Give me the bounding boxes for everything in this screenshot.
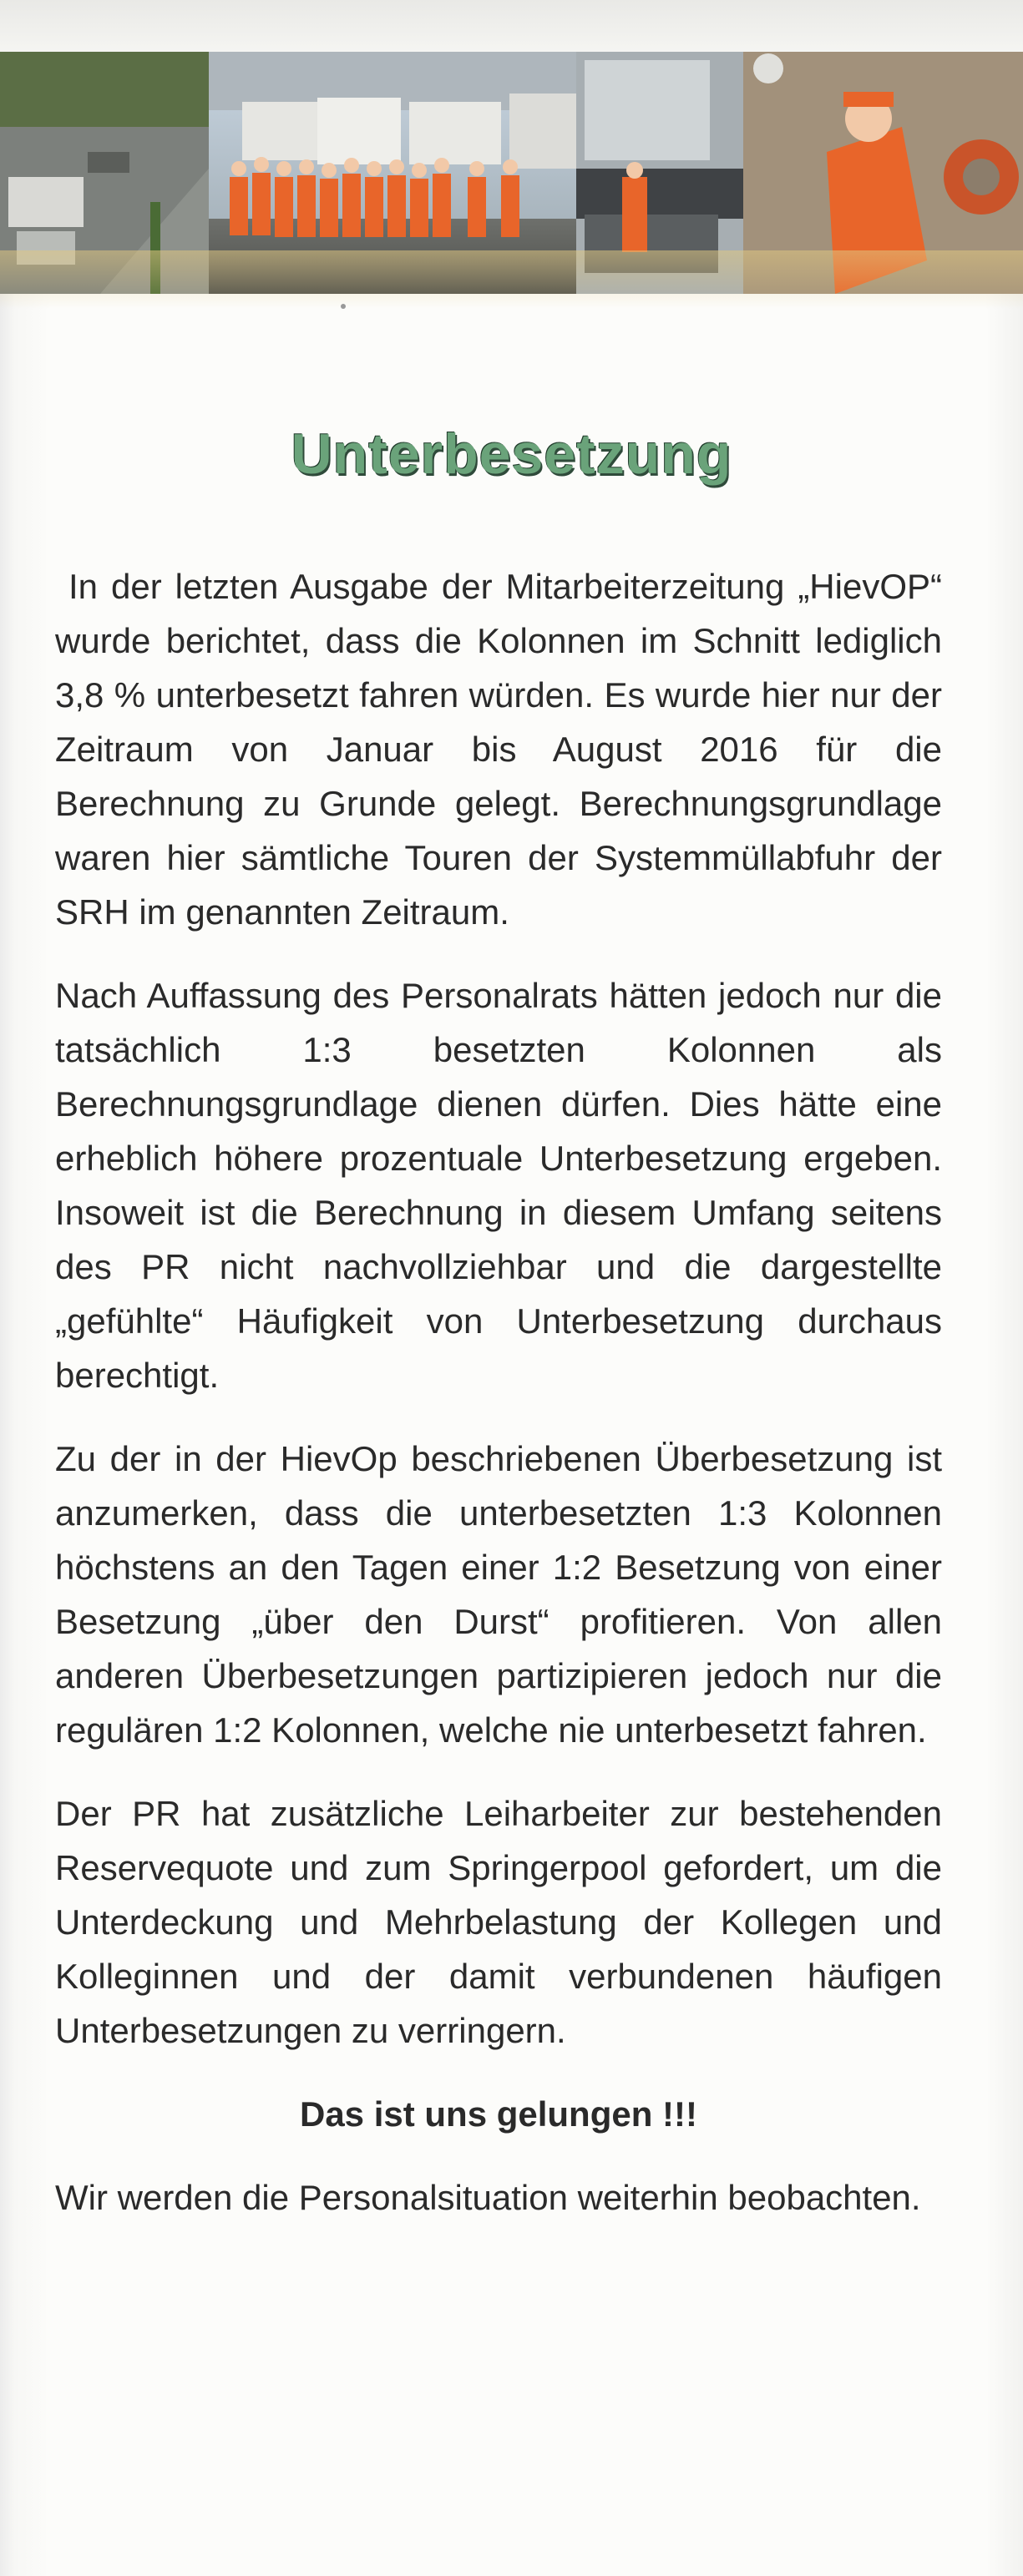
paragraph-3: Zu der in der HievOp beschriebenen Überbesetzung ist anzumerken, dass die unterbesetzten 1:3 Kolonnen höchstens an den Tagen einer 1:2 Besetzung von einer Besetzung „über den Durst“ profitieren. Von allen anderen Überbesetzungen partizipieren jedoch nur die regulären 1:2 Kolonnen, welche nie unterbesetzt fahren. — [55, 1439, 942, 1750]
paragraph-2: Nach Auffassung des Personalrats hätten jedoch nur die tatsächlich 1:3 besetzten Kolonnen als Berechnungsgrundlage dienen dürfen. Dies hätte eine erheblich höhere prozentuale Unterbesetzung ergeben. Insoweit ist die Berechnung in diesem Umfang seitens des PR nicht nachvollziehbar und die dargestellte „gefühlte“ Häufigkeit von Unterbesetzung durchaus berechtigt. — [55, 976, 942, 1395]
article-body — [55, 559, 942, 2254]
page-title: Unterbesetzung — [291, 422, 732, 486]
closing-paragraph: Wir werden die Personalsituation weiterhin beobachten. — [55, 2178, 921, 2217]
speck — [341, 304, 346, 309]
top-strip — [0, 0, 1023, 52]
callout-statement: Das ist uns gelungen !!! — [299, 2094, 698, 2134]
banner-fade — [0, 250, 1023, 309]
paragraph-4: Der PR hat zusätzliche Leiharbeiter zur bestehenden Reservequote und zum Springerpool gefordert, um die Unterdeckung und Mehrbelastung der Kollegen und Kolleginnen und der damit verbundenen häufigen Unterbesetzungen zu verringern. — [55, 1794, 942, 2050]
paragraph-1: In der letzten Ausgabe der Mitarbeiterzeitung „HievOP“ wurde berichtet, dass die Kolonnen im Schnitt lediglich 3,8 % unterbesetzt fahren würden. Es wurde hier nur der Zeitraum von Januar bis August 2016 für die Berechnung zu Grunde gelegt. Berechnungsgrundlage waren hier sämtliche Touren der Systemmüllabfuhr der SRH im genannten Zeitraum. — [55, 567, 942, 932]
